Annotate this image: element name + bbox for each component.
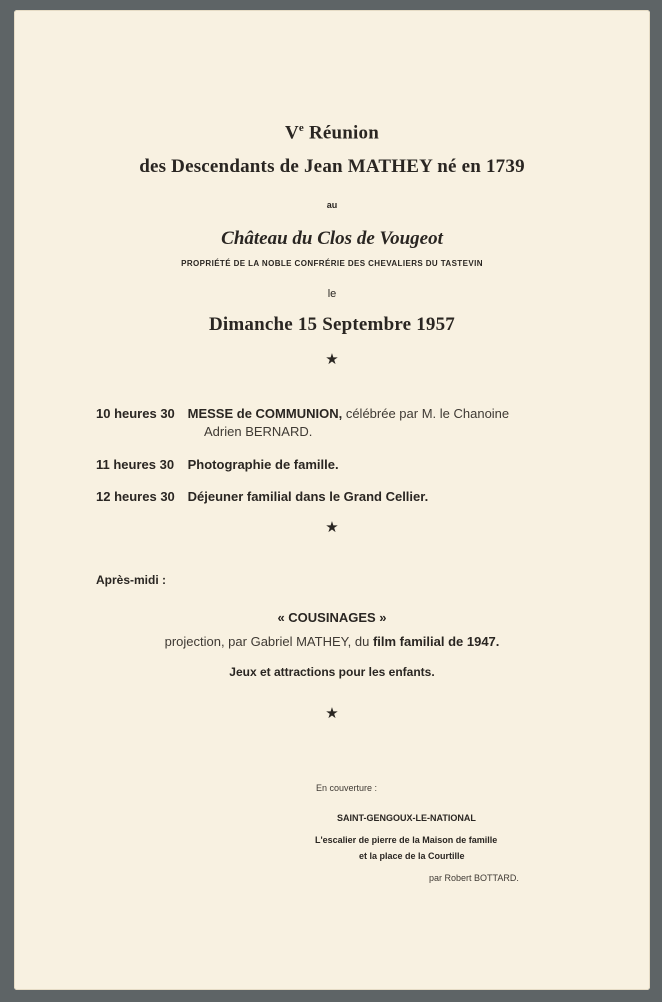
reunion-word: Réunion — [308, 122, 379, 144]
star-divider-2: ★ — [325, 519, 339, 536]
cover-description-line-1: L'escalier de pierre de la Maison de famille — [315, 835, 498, 845]
schedule-title: MESSE de COMMUNION, — [187, 406, 343, 421]
projection-film: film familial de 1947. — [372, 634, 500, 649]
schedule-time: 12 heures 30 — [96, 489, 175, 504]
title-line-1 — [14, 122, 650, 144]
schedule-item — [96, 457, 339, 472]
venue-name: Château du Clos de Vougeot — [221, 228, 443, 249]
schedule-item-continuation — [204, 424, 312, 439]
schedule-time: 10 heures 30 — [96, 406, 175, 421]
cover-description-line-2: et la place de la Courtille — [359, 851, 465, 861]
venue-subtitle: PROPRIÉTÉ DE LA NOBLE CONFRÉRIE DES CHEVALIERS DU TASTEVIN — [181, 259, 483, 268]
schedule-detail: célébrée par M. le Chanoine — [345, 406, 510, 421]
event-date: Dimanche 15 Septembre 1957 — [208, 314, 456, 335]
games-line: Jeux et attractions pour les enfants. — [229, 665, 435, 679]
schedule-detail-line2: Adrien BERNARD. — [204, 424, 313, 439]
schedule-item — [96, 489, 428, 504]
invitation-card — [14, 10, 650, 990]
star-divider-1: ★ — [325, 351, 339, 368]
word-au: au — [326, 200, 338, 210]
cover-credit: par Robert BOTTARD. — [429, 873, 519, 883]
title-line-2: des Descendants de Jean MATHEY né en 1739 — [139, 156, 525, 177]
star-divider-3: ★ — [325, 705, 339, 722]
cover-place: SAINT-GENGOUX-LE-NATIONAL — [337, 813, 476, 823]
reunion-number-sup: e — [298, 122, 304, 134]
cousinages-title: « COUSINAGES » — [277, 610, 387, 625]
schedule-time: 11 heures 30 — [96, 457, 175, 472]
projection-line — [14, 634, 650, 649]
word-le: le — [327, 288, 337, 300]
schedule-item — [96, 406, 509, 421]
reunion-number: V — [284, 122, 299, 144]
afternoon-label: Après-midi : — [96, 573, 167, 587]
schedule-title: Déjeuner familial dans le Grand Cellier. — [187, 489, 429, 504]
cover-label: En couverture : — [316, 783, 378, 793]
projection-text: projection, par Gabriel MATHEY, du — [164, 634, 370, 649]
schedule-title: Photographie de famille. — [187, 457, 339, 472]
